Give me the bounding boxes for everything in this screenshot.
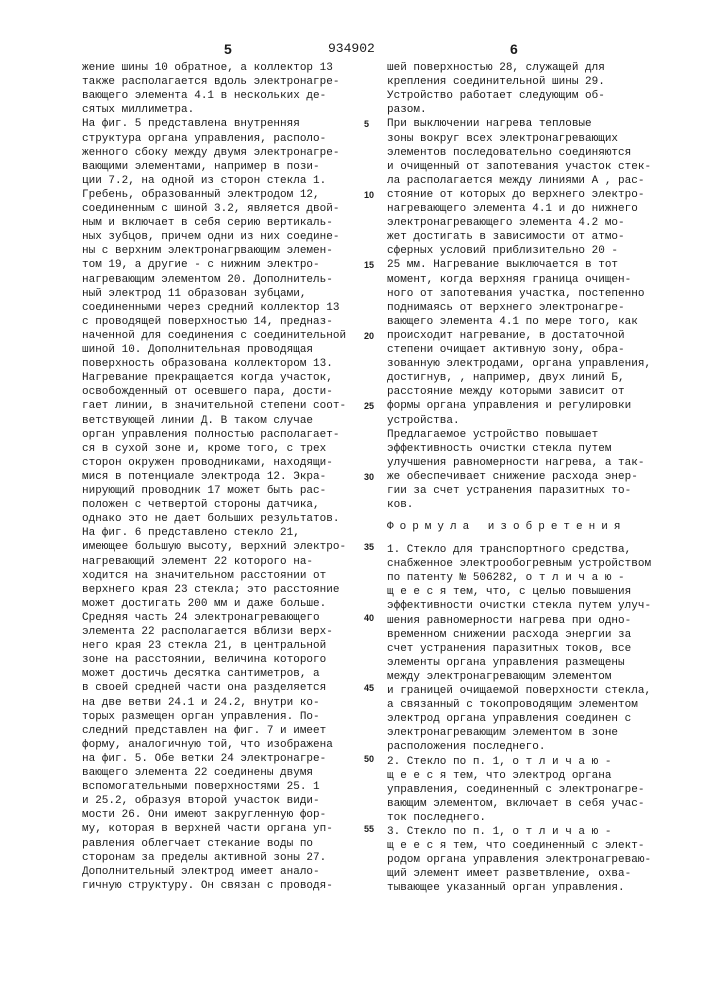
claim-line: родом органа управления электронагреваю- [387, 853, 651, 867]
text-line: нирующий проводник 17 может быть рас- [82, 484, 326, 498]
text-line: зоне на расстоянии, величина которого [82, 653, 326, 667]
claim-line: ток последнего. [387, 811, 486, 825]
text-line: жет достигать в зависимости от атмо- [387, 230, 625, 244]
text-line: вспомогательными поверхностями 25. 1 [82, 780, 320, 794]
claim-line: щ е е с я тем, что электрод органа [387, 769, 611, 783]
text-line: сторонам за пределы активной зоны 27. [82, 851, 326, 865]
text-line: однако это не дает больших результатов. [82, 512, 339, 526]
claim-line: вающим элементом, включает в себя учас- [387, 797, 644, 811]
text-line: сятых миллиметра. [82, 103, 194, 117]
text-line: происходит нагревание, в достаточной [387, 329, 625, 343]
text-line: ным и включает в себя серию вертикаль- [82, 216, 333, 230]
text-line: гии за счет устранения паразитных то- [387, 484, 631, 498]
margin-line-number: 40 [364, 611, 374, 625]
margin-line-number: 20 [364, 329, 374, 343]
text-line: и очищенный от запотевания участок стек- [387, 160, 651, 174]
text-line: Дополнительный электрод имеет анало- [82, 865, 320, 879]
text-line: соединенным с шиной 3.2, является двой- [82, 202, 339, 216]
text-line: шиной 10. Дополнительная проводящая [82, 343, 313, 357]
claim-line: щ е е с я тем, что соединенный с элект- [387, 839, 644, 853]
text-line: на фиг. 5. Обе ветки 24 электронагре- [82, 752, 326, 766]
text-line: также располагается вдоль электронагре- [82, 75, 339, 89]
text-line: на две ветви 24.1 и 24.2, внутри ко- [82, 696, 320, 710]
text-line: положен с четвертой стороны датчика, [82, 498, 320, 512]
text-line: нагревающий элемент 22 которого на- [82, 555, 313, 569]
text-line: 25 мм. Нагревание выключается в тот [387, 258, 618, 272]
text-line: жение шины 10 обратное, а коллектор 13 [82, 61, 333, 75]
text-line: том 19, а другие - с нижним электро- [82, 258, 320, 272]
text-line: ных зубцов, причем одни из них соедине- [82, 230, 339, 244]
text-line: элемента 22 располагается вблизи верх- [82, 625, 333, 639]
text-line: формы органа управления и регулировки [387, 399, 631, 413]
text-line: стояние от которых до верхнего электро- [387, 188, 644, 202]
text-line: нагревающим элементом 20. Дополнитель- [82, 273, 333, 287]
claim-line: щий элемент имеет разветвление, охва- [387, 867, 631, 881]
margin-line-number: 15 [364, 258, 374, 272]
text-line: Средняя часть 24 электронагревающего [82, 611, 320, 625]
text-line: шей поверхностью 28, служащей для [387, 61, 605, 75]
claim-line: эффективности очистки стекла путем улуч- [387, 599, 651, 613]
text-line: сторон окружен проводниками, находящи- [82, 456, 333, 470]
text-line: и 25.2, образуя второй участок види- [82, 794, 320, 808]
text-line: зованную электродами, органа управления, [387, 357, 651, 371]
text-line: улучшения равномерности нагрева, а так- [387, 456, 644, 470]
page-number-left: 5 [224, 41, 232, 57]
claim-line: 2. Стекло по п. 1, о т л и ч а ю - [387, 755, 611, 769]
text-line: ции 7.2, на одной из сторон стекла 1. [82, 174, 326, 188]
text-line: Устройство работает следующим об- [387, 89, 605, 103]
text-line: может достичь десятка сантиметров, а [82, 667, 320, 681]
text-line: в своей средней части она разделяется [82, 681, 326, 695]
text-line: достигнув, , например, двух линий Б, [387, 371, 625, 385]
margin-line-number: 10 [364, 188, 374, 202]
text-line: форму, аналогичную той, что изображена [82, 738, 333, 752]
text-line: ся в сухой зоне и, кроме того, с трех [82, 442, 326, 456]
text-line: вающего элемента 22 соединены двумя [82, 766, 313, 780]
text-line: эффективность очистки стекла путем [387, 442, 611, 456]
text-line: соединенными через средний коллектор 13 [82, 301, 339, 315]
text-line: ветствующей линии Д. В таком случае [82, 414, 313, 428]
text-line: ков. [387, 498, 413, 512]
margin-line-number: 35 [364, 540, 374, 554]
text-line: женного сбоку между двумя электронагре- [82, 146, 339, 160]
text-line: Гребень, образованный электродом 12, [82, 188, 320, 202]
text-line: сферных условий приблизительно 20 - [387, 244, 618, 258]
margin-line-number: 30 [364, 470, 374, 484]
text-line: Нагревание прекращается когда участок, [82, 371, 333, 385]
text-line: вающего элемента 4.1 в нескольких де- [82, 89, 326, 103]
claim-line: управления, соединенный с электронагре- [387, 783, 644, 797]
margin-line-number: 55 [364, 822, 374, 836]
text-line: ный электрод 11 образован зубцами, [82, 287, 306, 301]
text-line: На фиг. 5 представлена внутренняя [82, 117, 300, 131]
text-line: ны с верхним электронагрвающим элемен- [82, 244, 333, 258]
text-line: степени очищает активную зону, обра- [387, 343, 625, 357]
claims-heading: Формула изобретения [387, 520, 626, 534]
text-line: расстояние между которыми зависит от [387, 385, 625, 399]
text-line: гает линии, в значительной степени соот- [82, 399, 346, 413]
claim-line: а связанный с токопроводящим элементом [387, 698, 638, 712]
claim-line: снабженное электрообогревным устройством [387, 557, 651, 571]
text-line: наченной для соединения с соединительной [82, 329, 346, 343]
text-line: разом. [387, 103, 427, 117]
text-line: с проводящей поверхностью 14, предназ- [82, 315, 333, 329]
text-line: ходится на значительном расстоянии от [82, 569, 326, 583]
claim-line: временном снижении расхода энергии за [387, 628, 631, 642]
text-line: электронагревающего элемента 4.2 мо- [387, 216, 625, 230]
text-line: орган управления полностью располагает- [82, 428, 339, 442]
claim-line: тывающее указанный орган управления. [387, 881, 625, 895]
text-line: гичную структуру. Он связан с проводя- [82, 879, 333, 893]
text-line: вающими элементами, например в пози- [82, 160, 320, 174]
text-line: вающего элемента 4.1 по мере того, как [387, 315, 638, 329]
text-line: элементов последовательно соединяются [387, 146, 631, 160]
text-line: следний представлен на фиг. 7 и имеет [82, 724, 326, 738]
margin-line-number: 25 [364, 399, 374, 413]
text-line: же обеспечивает снижение расхода энер- [387, 470, 638, 484]
claim-line: и границей очищаемой поверхности стекла, [387, 684, 651, 698]
claim-line: 1. Стекло для транспортного средства, [387, 543, 631, 557]
text-line: освобожденный от осевшего пара, дости- [82, 385, 333, 399]
claim-line: между электронагревающим элементом [387, 670, 611, 684]
text-line: зоны вокруг всех электронагревающих [387, 132, 618, 146]
text-line: имеющее большую высоту, верхний электро- [82, 540, 346, 554]
margin-line-number: 45 [364, 681, 374, 695]
text-line: устройства. [387, 414, 460, 428]
claim-line: щ е е с я тем, что, с целью повышения [387, 585, 631, 599]
text-line: торых размещен орган управления. По- [82, 710, 320, 724]
claim-line: шения равномерности нагрева при одно- [387, 614, 631, 628]
claim-line: расположения последнего. [387, 740, 545, 754]
claim-line: электронагревающим элементом в зоне [387, 726, 618, 740]
text-line: мости 26. Они имеют закругленную фор- [82, 808, 326, 822]
text-line: Предлагаемое устройство повышает [387, 428, 598, 442]
claim-line: счет устранения паразитных токов, все [387, 642, 631, 656]
text-line: При выключении нагрева тепловые [387, 117, 592, 131]
text-line: поверхность образована коллектором 13. [82, 357, 333, 371]
patent-number: 934902 [328, 41, 375, 56]
text-line: структура органа управления, располо- [82, 132, 326, 146]
text-line: крепления соединительной шины 29. [387, 75, 605, 89]
text-line: нагревающего элемента 4.1 и до нижнего [387, 202, 638, 216]
text-line: момент, когда верхняя граница очищен- [387, 273, 631, 287]
text-line: мися в потенциале электрода 12. Экра- [82, 470, 326, 484]
page-number-right: 6 [510, 41, 518, 57]
margin-line-number: 5 [364, 117, 369, 131]
text-line: ла располагается между линиями А , рас- [387, 174, 644, 188]
text-line: верхнего края 23 стекла; это расстояние [82, 583, 339, 597]
text-line: него края 23 стекла 21, в центральной [82, 639, 326, 653]
text-line: поднимаясь от верхнего электронагре- [387, 301, 625, 315]
claim-line: 3. Стекло по п. 1, о т л и ч а ю - [387, 825, 611, 839]
text-line: равления облегчает стекание воды по [82, 837, 313, 851]
text-line: ного от запотевания участка, постепенно [387, 287, 644, 301]
text-line: му, которая в верхней части органа уп- [82, 822, 333, 836]
margin-line-number: 50 [364, 752, 374, 766]
text-line: может достигать 200 мм и даже больше. [82, 597, 326, 611]
claim-line: по патенту № 506282, о т л и ч а ю - [387, 571, 625, 585]
claim-line: электрод органа управления соединен с [387, 712, 631, 726]
claim-line: элементы органа управления размещены [387, 656, 625, 670]
text-line: На фиг. 6 представлено стекло 21, [82, 526, 300, 540]
